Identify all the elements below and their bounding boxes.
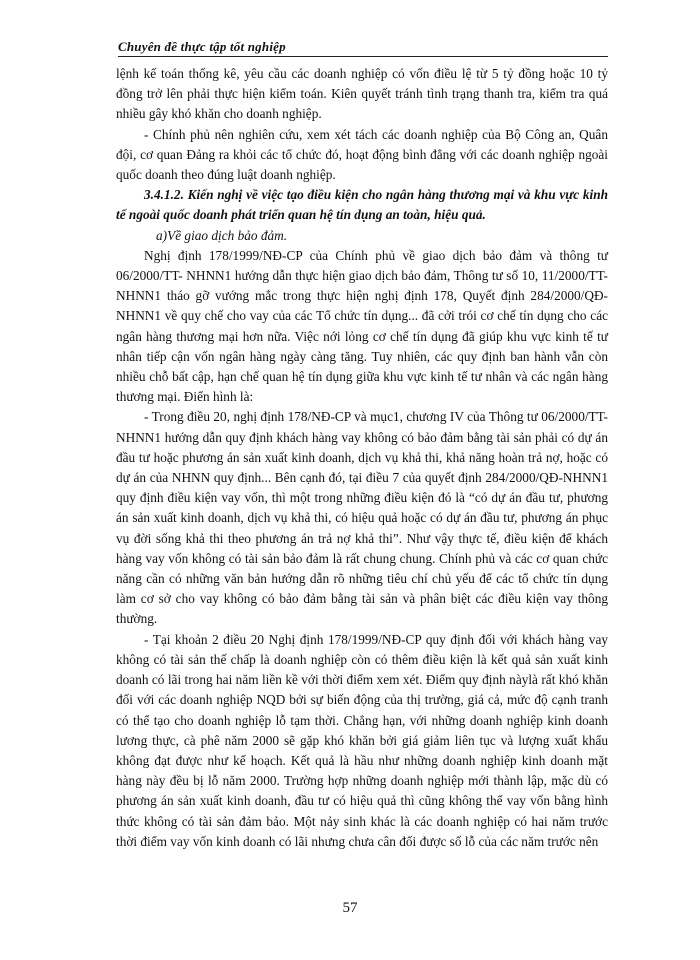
document-header <box>118 38 608 56</box>
section-heading-3-4-1-2: 3.4.1.2. Kiến nghị về việc tạo điều kiện cho ngân hàng thương mại và khu vực kinh tế ngoài quốc doanh phát triển quan hệ tín dụng an toàn, hiệu quả. <box>116 187 608 223</box>
paragraph-continuation: lệnh kế toán thống kê, yêu cầu các doanh nghiệp có vốn điều lệ từ 5 tỷ đồng hoặc 10 tỷ đồng trở lên phải thực hiện kiểm toán. Kiên quyết tránh tình trạng thanh tra, kiểm tra quá nhiều gây khó khăn cho doanh nghiệp. <box>116 66 608 122</box>
header-rule <box>118 56 608 57</box>
subsection-heading-a: a)Về giao dịch bảo đảm. <box>156 227 288 243</box>
page-number: 57 <box>342 900 358 916</box>
paragraph-clause-2: - Tại khoản 2 điều 20 Nghị định 178/1999/NĐ-CP quy định đối với khách hàng vay không có tài sản thế chấp là doanh nghiệp còn có thêm điều kiện là kết quả sản xuất kinh doanh có lãi trong hai năm liền kề với thời điểm xem xét. Điểm quy định nàylà rất khó khăn đối với các doanh nghiệp NQD bởi sự biến động của thị trường, giá cả, mức độ cạnh tranh có thể tạo cho doanh nghiệp lỗ tạm thời. Chẳng hạn, với những doanh nghiệp kinh doanh lương thực, cà phê năm 2000 sẽ gặp khó khăn bởi giá giảm liên tục và lượng xuất khẩu không đạt được như kế hoạch. Kết quả là hầu như những doanh nghiệp kinh doanh mặt hàng này đều bị lỗ năm 2000. Trường hợp những doanh nghiệp mới thành lập, mặc dù có phương án sản xuất kinh doanh, đầu tư có hiệu quả thì cũng không thể vay vốn bằng hình thức không có tài sản đảm bảo. Một nảy sinh khác là các doanh nghiệp có hai năm trước thời điểm vay vốn kinh doanh có lãi nhưng chưa cân đối được số lỗ của các năm trước nên <box>116 631 608 849</box>
paragraph-decree-178: Nghị định 178/1999/NĐ-CP của Chính phủ về giao dịch bảo đảm và thông tư 06/2000/TT- NHNN1 hướng dẫn thực hiện giao dịch bảo đảm, Thông tư số 10, 11/2000/TT- NHNN1 tháo gỡ vướng mắc trong thực hiện nghị định 178, Quyết định 284/2000/QĐ- NHNN1 về quy chế cho vay của các Tổ chức tín dụng... đã cởi trói cơ chế tín dụng cho các ngân hàng thương mại hơn nữa. Việc nới lỏng cơ chế tín dụng đã giúp khu vực kinh tế tư nhân tiếp cận vốn ngân hàng ngày càng tăng. Tuy nhiên, các quy định ban hành vẫn còn nhiều chỗ bất cập, hạn chế quan hệ tín dụng giữa khu vực kinh tế tư nhân và các ngân hàng thương mại. Điển hình là: <box>116 247 608 405</box>
paragraph-article-20: - Trong điều 20, nghị định 178/NĐ-CP và mục1, chương IV của Thông tư 06/2000/TT-NHNN1 hướng dẫn quy định khách hàng vay không có bảo đảm bằng tài sản phải có dự án đầu tư hoặc phương án sản xuất kinh doanh, dịch vụ khả thi, khả năng hoàn trả nợ, hoặc có dự án của NHNN quy định... Bên cạnh đó, tại điều 7 của quyết định 284/2000/QĐ-NHNN1 quy định điều kiện vay vốn, thì một trong những điều kiện đó là “có dự án đầu tư, phương án sản xuất kinh doanh, dịch vụ khả thi, có hiệu quả hoặc có dự án đầu tư, phương án phục vụ đời sống khả thi theo phương án trả nợ khả thi”. Như vậy thực tế, điều kiện để khách hàng vay vốn không có tài sản bảo đảm là rất chung chung. Chính phủ và các cơ quan chức năng cần có những văn bản hướng dẫn rõ những tiêu chí chủ yếu để các tổ chức tín dụng làm cơ sở cho vay không có bảo đảm bằng tài sản và phân biệt các điều kiện vay thông thường. <box>116 409 608 627</box>
document-body <box>116 64 608 852</box>
paragraph-government-separation: - Chính phủ nên nghiên cứu, xem xét tách các doanh nghiệp của Bộ Công an, Quân đội, cơ quan Đảng ra khỏi các tổ chức đó, hoạt động bình đẳng với các doanh nghiệp ngoài quốc doanh theo đúng luật doanh nghiệp. <box>116 126 608 183</box>
header-title: Chuyên đề thực tập tốt nghiệp <box>118 39 286 54</box>
